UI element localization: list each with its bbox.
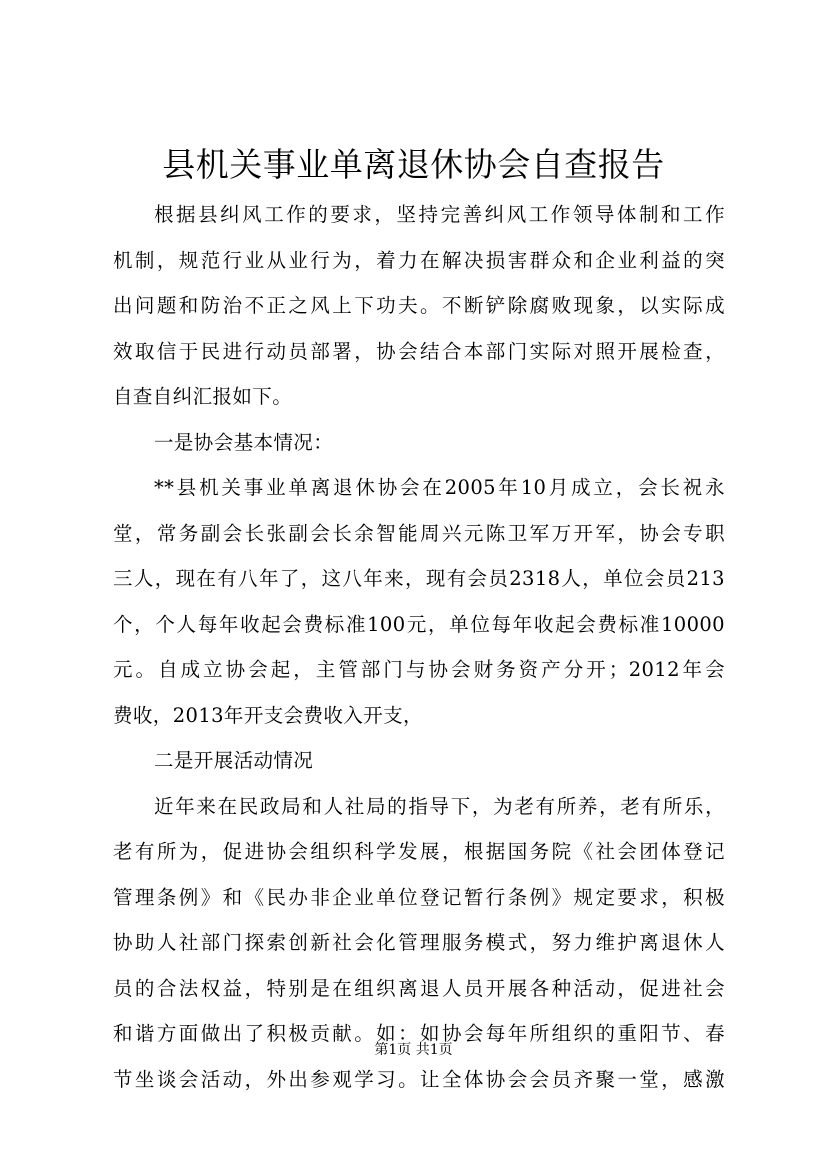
text-line: 元。自成立协会起，主管部门与协会财务资产分开；2012年会: [113, 658, 725, 681]
page-footer: 第1页 共1页: [374, 1042, 453, 1058]
text-line: 个，个人每年收起会费标准100元，单位每年收起会费标准10000: [113, 612, 725, 636]
text-line: 费收，2013年开支会费收入开支，: [113, 703, 423, 727]
text-line: 堂，常务副会长张副会长余智能周兴元陈卫军万开军，协会专职: [113, 521, 725, 545]
document-title: 县机关事业单离退休协会自查报告: [162, 145, 665, 184]
text-line: 老有所为，促进协会组织科学发展，根据国务院《社会团体登记: [113, 840, 725, 863]
document-body: [113, 192, 725, 1102]
text-line: 和谐方面做出了积极贡献。如：如协会每年所组织的重阳节、春: [113, 1022, 725, 1045]
text-line: 效取信于民进行动员部署，协会结合本部门实际对照开展检查，: [113, 339, 725, 363]
text-line: 二是开展活动情况: [154, 749, 314, 772]
text-line: 三人，现在有八年了，这八年来，现有会员2318人，单位会员213: [113, 567, 725, 590]
text-line: 员的合法权益，特别是在组织离退人员开展各种活动，促进社会: [113, 976, 725, 1000]
text-line: 节坐谈会活动，外出参观学习。让全体协会会员齐聚一堂，感激: [113, 1067, 725, 1091]
text-line: **县机关事业单离退休协会在2005年10月成立，会长祝永: [154, 476, 725, 499]
text-line: 管理条例》和《民办非企业单位登记暂行条例》规定要求，积极: [113, 885, 725, 909]
text-line: 根据县纠风工作的要求，坚持完善纠风工作领导体制和工作: [154, 203, 725, 226]
text-line: 协助人社部门探索创新社会化管理服务模式，努力维护离退休人: [113, 931, 725, 954]
text-line: 自查自纠汇报如下。: [113, 385, 293, 408]
text-line: 出问题和防治不正之风上下功夫。不断铲除腐败现象，以实际成: [113, 294, 725, 317]
text-line: 机制，规范行业从业行为，着力在解决损害群众和企业利益的突: [113, 248, 725, 272]
text-line: 一是协会基本情况：: [154, 430, 334, 454]
text-line: 近年来在民政局和人社局的指导下，为老有所养，老有所乐，: [154, 794, 725, 818]
